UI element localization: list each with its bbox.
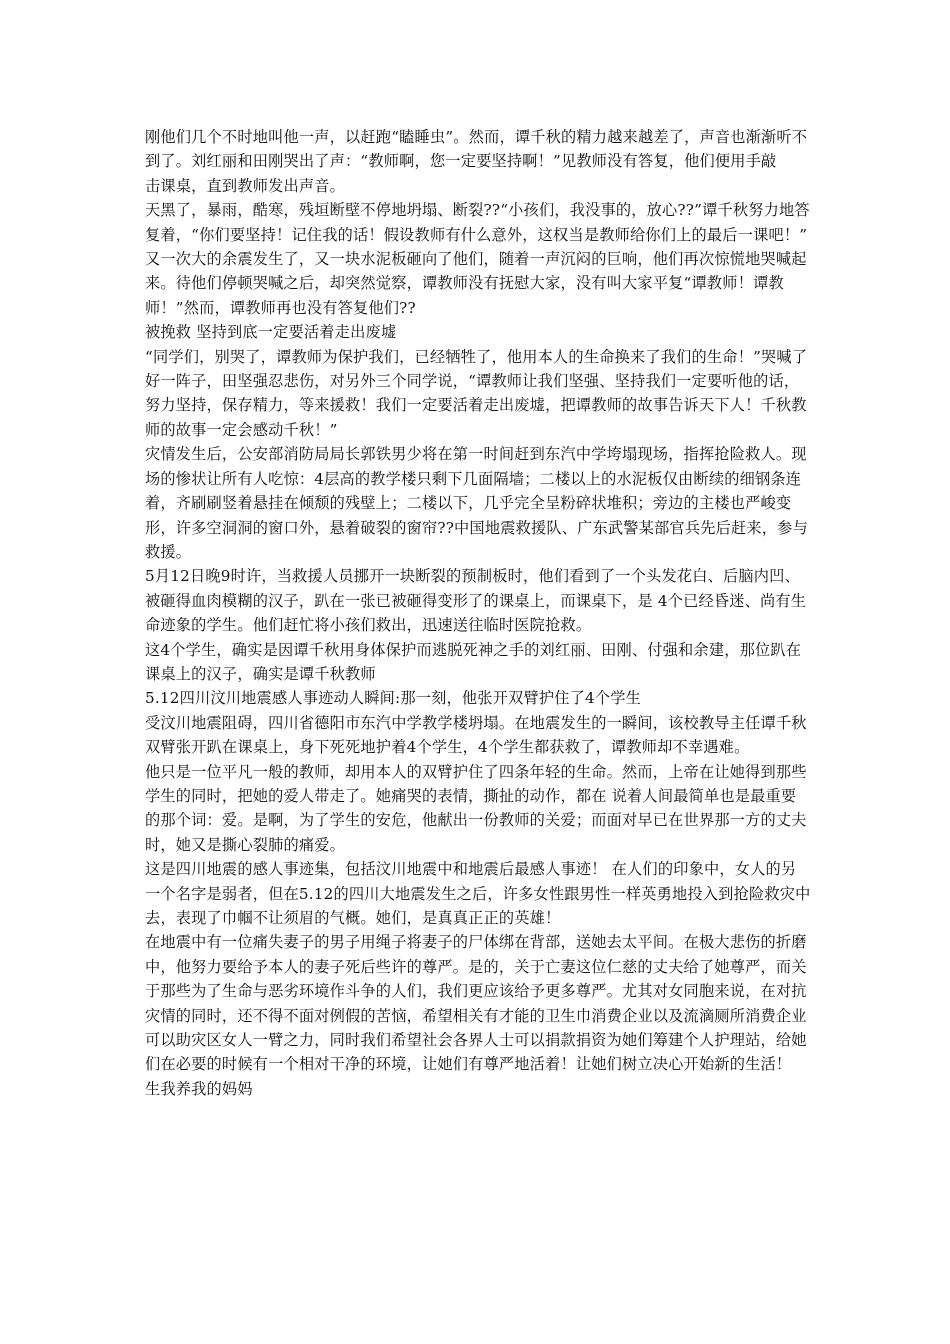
paragraph: “同学们，别哭了，谭教师为保护我们，已经牺牲了，他用本人的生命换来了我们的生命！”哭喊了好一阵子，田坚强忍悲伤，对另外三个同学说，“谭教师让我们坚强、坚持我们一定要听他的话，努力坚持，保存精力，等来援救！我们一定要活着走出废墟，把谭教师的故事告诉天下人！千秋教师的故事一定会感动千秋！” [145,347,808,439]
paragraph: 刚他们几个不时地叫他一声，以赶跑“瞌睡虫”。然而，谭千秋的精力越来越差了，声音也渐渐听不到了。刘红丽和田刚哭出了声：“教师啊，您一定要坚持啊！”见教师没有答复，他们便用手敲 [145,128,808,171]
paragraph: 这是四川地震的感人事迹集，包括汶川地震中和地震后最感人事迹！ 在人们的印象中，女人的另一个名字是弱者，但在5.12的四川大地震发生之后，许多女性跟男性一样英勇地投入到抢险救灾中去，表现了巾帼不让须眉的气概。她们，是真真正正的英雄！ [145,860,811,927]
paragraph: 在地震中有一位痛失妻子的男子用绳子将妻子的尸体绑在背部，送她去太平间。在极大悲伤的折磨中，他努力要给予本人的妻子死后些许的尊严。是的，关于亡妻这位仁慈的丈夫给了她尊严，而关于那些为了生命与恶劣环境作斗争的人们，我们更应该给予更多尊严。尤其对女同胞来说，在对抗灾情的同时，还不得不面对例假的苦恼，希望相关有才能的卫生巾消费企业以及流滴厕所消费企业可以助灾区女人一臂之力，同时我们希望社会各界人士可以捐款捐资为她们筹建个人护理站，给她们在必要的时候有一个相对干净的环境，让她们有尊严地活着！让她们树立决心开始新的生活！ [145,933,807,1074]
section-heading: 5.12四川汶川地震感人事迹动人瞬间:那一刻，他张开双臂护住了4个学生 [145,689,642,708]
paragraph: 他只是一位平凡一般的教师，却用本人的双臂护住了四条年轻的生命。然而，上帝在让她得到那些学生的同时，把她的爱人带走了。她痛哭的表情，撕扯的动作，都在 说着人间最简单也是最重要的那个词：爱。是啊，为了学生的安危，他献出一份教师的关爱；而面对早已在世界那一方的丈夫时，她又是撕心裂肺的痛爱。 [145,762,807,854]
section-heading: 被挽救 坚持到底一定要活着走出废墟 [145,323,397,342]
article-body [145,125,811,1101]
paragraph: 击课桌，直到教师发出声音。 [145,176,346,195]
paragraph: 这4个学生，确实是因谭千秋用身体保护而逃脱死神之手的刘红丽、田刚、付强和余建，那位趴在课桌上的汉子，确实是谭千秋教师 [145,640,802,683]
paragraph: 天黑了，暴雨，酷寒，残垣断壁不停地坍塌、断裂??“小孩们，我没事的，放心??”谭千秋努力地答复着，“你们要坚持！记住我的话！假设教师有什么意外，这权当是教师给你们上的最后一课吧！” [145,201,810,244]
paragraph: 又一次大的余震发生了，又一块水泥板砸向了他们，随着一声沉闷的巨响，他们再次惊慌地哭喊起来。待他们停顿哭喊之后，却突然觉察，谭教师没有抚慰大家，没有叫大家平复“谭教师！谭教师！”然而，谭教师再也没有答复他们?? [145,250,807,317]
paragraph: 5月12日晚9时许，当救援人员挪开一块断裂的预制板时，他们看到了一个头发花白、后脑内凹、被砸得血肉模糊的汉子，趴在一张已被砸得变形了的课桌上，而课桌下，是 4个已经昏迷、尚有生命迹象的学生。他们赶忙将小孩们救出，迅速送往临时医院抢救。 [145,567,807,635]
paragraph: 受汶川地震阻碍，四川省德阳市东汽中学教学楼坍塌。在地震发生的一瞬间，该校教导主任谭千秋双臂张开趴在课桌上，身下死死地护着4个学生，4个学生都获救了，谭教师却不幸遇难。 [145,713,807,757]
paragraph: 灾情发生后，公安部消防局局长郭铁男少将在第一时间赶到东汽中学垮塌现场，指挥抢险救人。现场的惨状让所有人吃惊：4层高的教学楼只剩下几面隔墙；二楼以上的水泥板仅由断续的细钢条连着，齐刷刷竖着悬挂在倾颓的残壁上；二楼以下，几乎完全呈粉碎状堆积；旁边的主楼也严峻变形，许多空洞洞的窗口外，悬着破裂的窗帘??中国地震救援队、广东武警某部官兵先后赶来，参与救援。 [145,445,808,561]
section-heading: 生我养我的妈妈 [145,1079,253,1098]
